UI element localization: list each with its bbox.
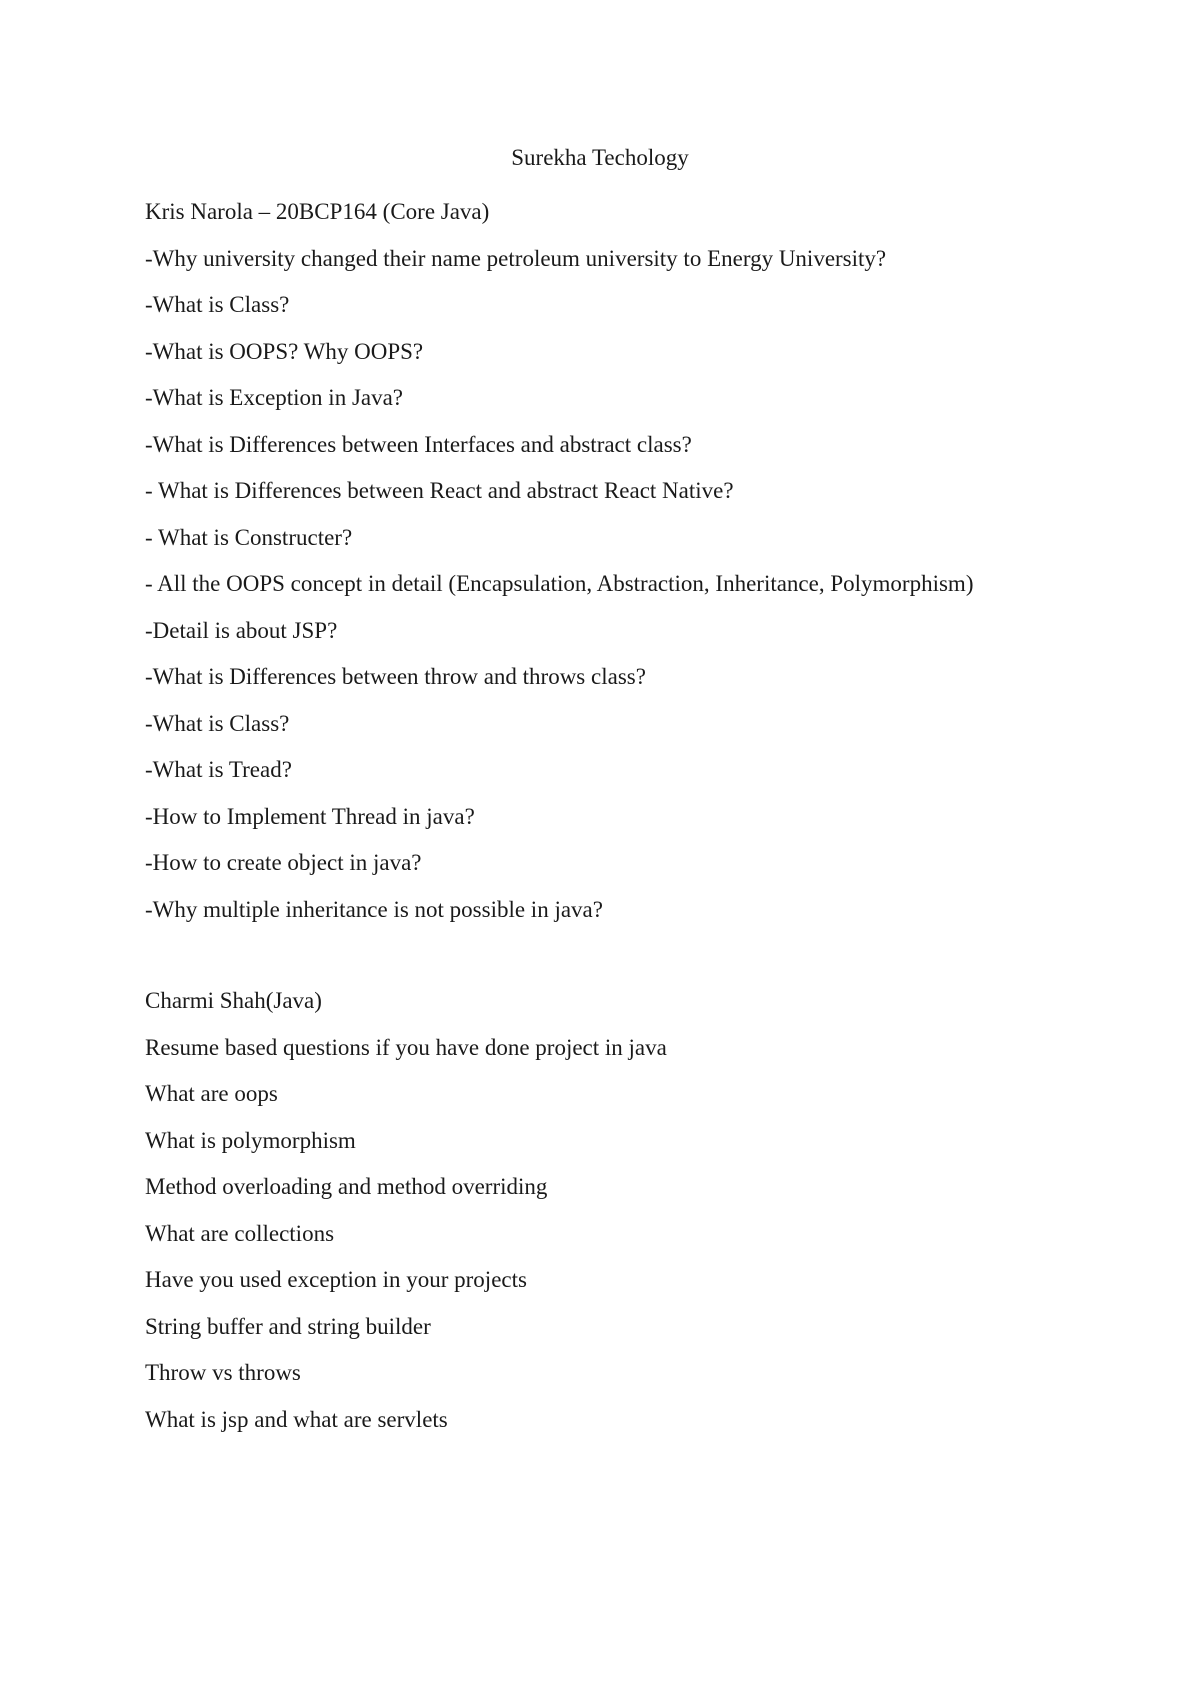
interview-section-charmi-shah xyxy=(145,978,1165,1443)
question-line: -How to Implement Thread in java? xyxy=(145,803,475,829)
question-line: -What is Differences between Interfaces and abstract class? xyxy=(145,431,692,457)
question-line: Method overloading and method overriding xyxy=(145,1174,548,1199)
question-line: -What is Exception in Java? xyxy=(145,385,404,410)
question-line: -What is Tread? xyxy=(145,757,292,782)
question-line: -What is Class? xyxy=(145,710,290,736)
section-heading: Kris Narola – 20BCP164 (Core Java) xyxy=(145,199,490,224)
question-line: -What is OOPS? Why OOPS? xyxy=(145,338,424,364)
question-line: -What is Class? xyxy=(145,292,290,317)
question-line: What is jsp and what are servlets xyxy=(145,1406,448,1432)
question-line: String buffer and string builder xyxy=(145,1313,431,1339)
question-line: - What is Differences between React and abstract React Native? xyxy=(145,478,734,503)
interview-section-kris-narola xyxy=(145,189,1165,933)
question-line: -Why university changed their name petroleum university to Energy University? xyxy=(145,245,887,271)
question-line: - What is Constructer? xyxy=(145,524,353,550)
question-line: What are collections xyxy=(145,1220,335,1246)
question-line: Resume based questions if you have done project in java xyxy=(145,1034,667,1060)
question-line: -Why multiple inheritance is not possible in java? xyxy=(145,896,603,922)
question-line: What is polymorphism xyxy=(145,1127,356,1153)
question-line: - All the OOPS concept in detail (Encapsulation, Abstraction, Inheritance, Polymorphism) xyxy=(145,571,974,596)
question-line: Throw vs throws xyxy=(145,1360,301,1385)
question-line: What are oops xyxy=(145,1081,278,1106)
question-line: -Detail is about JSP? xyxy=(145,617,338,643)
question-line: Have you used exception in your projects xyxy=(145,1267,527,1292)
section-heading: Charmi Shah(Java) xyxy=(145,988,322,1013)
question-line: -How to create object in java? xyxy=(145,850,422,875)
question-line: -What is Differences between throw and throws class? xyxy=(145,664,646,689)
document-title: Surekha Techology xyxy=(511,145,689,170)
